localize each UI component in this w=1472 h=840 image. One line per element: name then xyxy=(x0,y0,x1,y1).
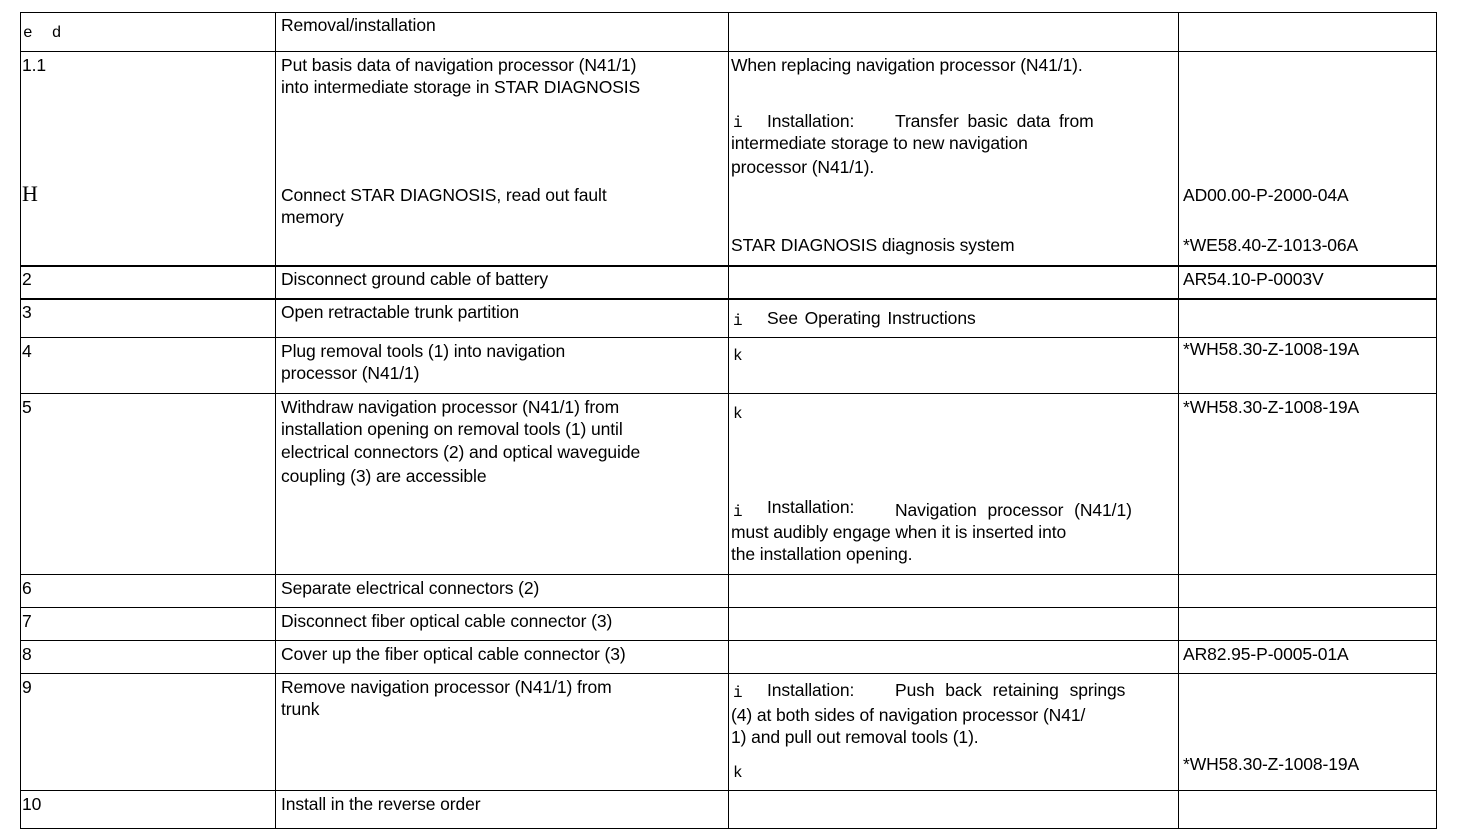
reference-link[interactable]: *WH58.30-Z-1008-19A xyxy=(1183,339,1360,359)
action-text: Disconnect fiber optical cable connector (3) xyxy=(281,611,613,631)
note-text: STAR DIAGNOSIS diagnosis system xyxy=(731,235,1015,255)
action-text: trunk xyxy=(281,699,320,719)
step-number: 8 xyxy=(22,644,32,664)
col-border xyxy=(1436,12,1437,829)
info-text: processor (N41/1). xyxy=(731,157,875,177)
info-text: the installation opening. xyxy=(731,544,913,564)
action-text: Plug removal tools (1) into navigation xyxy=(281,341,566,361)
info-text: Push back retaining springs xyxy=(895,680,1126,700)
step-number: 9 xyxy=(22,677,32,697)
info-text: intermediate storage to new navigation xyxy=(731,133,1028,153)
info-label: Installation: xyxy=(767,111,855,131)
info-icon: i xyxy=(733,503,743,521)
header-title: Removal/installation xyxy=(281,15,436,35)
col-border xyxy=(728,12,729,829)
step-number: 6 xyxy=(22,578,32,598)
step-number: 4 xyxy=(22,341,32,361)
info-label: Installation: xyxy=(767,680,855,700)
action-text: installation opening on removal tools (1) until xyxy=(281,419,623,439)
action-text: Install in the reverse order xyxy=(281,794,481,814)
reference-link[interactable]: *WH58.30-Z-1008-19A xyxy=(1183,754,1360,774)
info-icon: i xyxy=(733,312,743,330)
step-symbol: H xyxy=(22,181,38,206)
step-number: 5 xyxy=(22,397,32,417)
note-text: See Operating Instructions xyxy=(767,308,976,328)
tool-icon: k xyxy=(733,764,743,782)
info-text: must audibly engage when it is inserted into xyxy=(731,522,1067,542)
action-text: Connect STAR DIAGNOSIS, read out fault xyxy=(281,185,607,205)
action-text: Separate electrical connectors (2) xyxy=(281,578,540,598)
info-icon: i xyxy=(733,114,743,132)
info-text: Navigation processor (N41/1) xyxy=(895,500,1132,520)
note-text: When replacing navigation processor (N41/1). xyxy=(731,55,1083,75)
step-number: 7 xyxy=(22,611,32,631)
info-icon: i xyxy=(733,684,743,702)
action-text: coupling (3) are accessible xyxy=(281,466,487,486)
reference-link[interactable]: AD00.00-P-2000-04A xyxy=(1183,185,1349,205)
action-text: into intermediate storage in STAR DIAGNOSIS xyxy=(281,77,641,97)
action-text: Withdraw navigation processor (N41/1) from xyxy=(281,397,620,417)
action-text: Put basis data of navigation processor (N41/1) xyxy=(281,55,637,75)
tool-icon: k xyxy=(733,347,743,365)
step-number: 1.1 xyxy=(22,55,47,75)
step-number: 3 xyxy=(22,302,32,322)
step-number: 2 xyxy=(22,269,32,289)
info-text: 1) and pull out removal tools (1). xyxy=(731,727,979,747)
reference-link[interactable]: AR54.10-P-0003V xyxy=(1183,269,1324,289)
col-border xyxy=(20,12,21,829)
col-border xyxy=(275,12,276,829)
action-text: Disconnect ground cable of battery xyxy=(281,269,549,289)
action-text: Cover up the fiber optical cable connector (3) xyxy=(281,644,626,664)
header-step-label: e d xyxy=(23,24,62,42)
reference-link[interactable]: AR82.95-P-0005-01A xyxy=(1183,644,1349,664)
tool-icon: k xyxy=(733,405,743,423)
col-border xyxy=(1178,12,1179,829)
info-label: Installation: xyxy=(767,497,855,517)
action-text: processor (N41/1) xyxy=(281,363,420,383)
info-text: Transfer basic data from xyxy=(895,111,1094,131)
action-text: electrical connectors (2) and optical waveguide xyxy=(281,442,641,462)
action-text: Open retractable trunk partition xyxy=(281,302,520,322)
action-text: Remove navigation processor (N41/1) from xyxy=(281,677,612,697)
reference-link[interactable]: *WH58.30-Z-1008-19A xyxy=(1183,397,1360,417)
step-number: 10 xyxy=(22,794,42,814)
reference-link[interactable]: *WE58.40-Z-1013-06A xyxy=(1183,235,1359,255)
info-text: (4) at both sides of navigation processor (N41/ xyxy=(731,705,1086,725)
action-text: memory xyxy=(281,207,344,227)
